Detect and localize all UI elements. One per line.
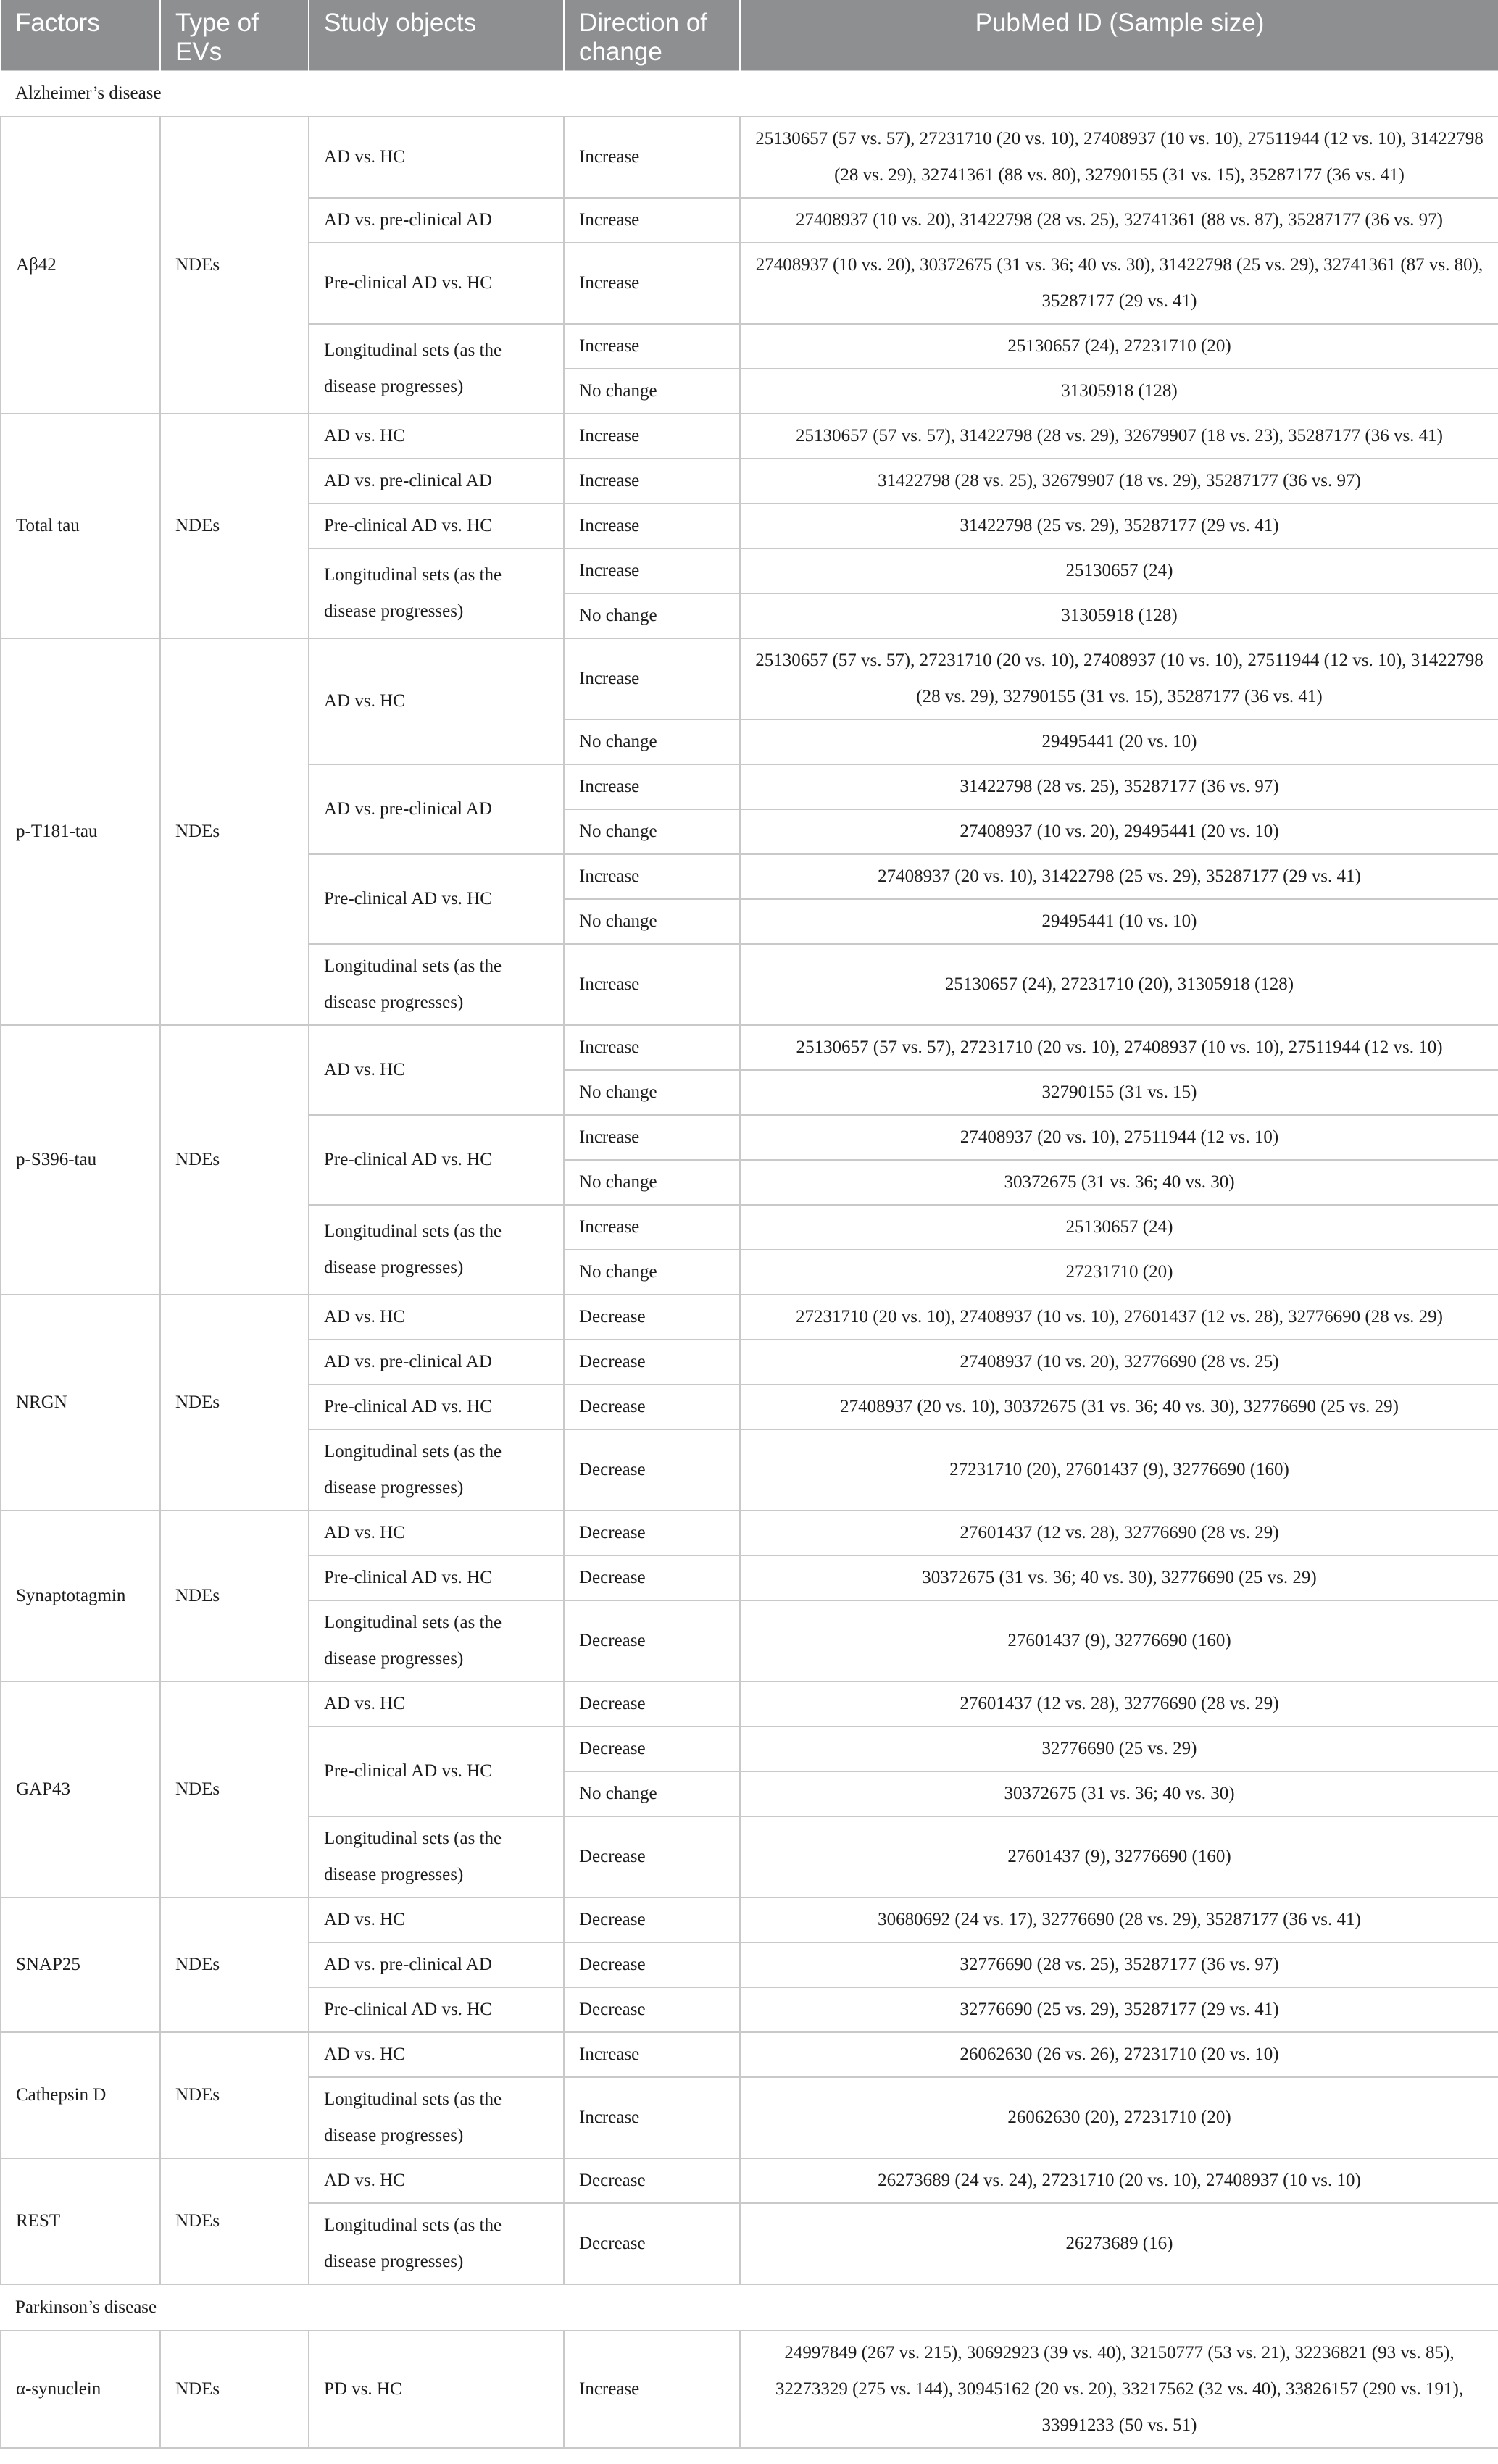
study-objects-cell: Pre-clinical AD vs. HC	[309, 1555, 564, 1600]
pubmed-cell: 25130657 (57 vs. 57), 27231710 (20 vs. 10), 27408937 (10 vs. 10), 27511944 (12 vs. 10), 31422798 (28 vs. 29), 32741361 (88 vs. 80), 32790155 (31 vs. 15), 35287177 (36 vs. 41)	[740, 117, 1498, 198]
study-objects-cell: Longitudinal sets (as the disease progresses)	[309, 1600, 564, 1682]
factor-cell: Synaptotagmin	[1, 1511, 160, 1682]
section-row	[1, 2284, 1498, 2331]
study-objects-cell: AD vs. HC	[309, 1511, 564, 1555]
direction-cell: Decrease	[564, 1682, 740, 1726]
pubmed-cell: 30680692 (24 vs. 17), 32776690 (28 vs. 29), 35287177 (36 vs. 41)	[740, 1897, 1498, 1942]
table-row	[1, 2158, 1498, 2203]
direction-cell: Increase	[564, 198, 740, 243]
header-factors: Factors	[1, 0, 160, 70]
direction-cell: Increase	[564, 638, 740, 719]
ev-type-cell: NDEs	[160, 1682, 309, 1897]
study-objects-cell: Longitudinal sets (as the disease progresses)	[309, 944, 564, 1025]
direction-cell: No change	[564, 593, 740, 638]
pubmed-cell: 32776690 (25 vs. 29)	[740, 1726, 1498, 1771]
ev-type-cell: NDEs	[160, 2158, 309, 2284]
study-objects-cell: AD vs. HC	[309, 2158, 564, 2203]
table-row	[1, 414, 1498, 459]
direction-cell: No change	[564, 899, 740, 944]
direction-cell: No change	[564, 1250, 740, 1295]
direction-cell: Increase	[564, 2331, 740, 2448]
direction-cell: Increase	[564, 2032, 740, 2077]
direction-cell: Decrease	[564, 1942, 740, 1987]
study-objects-cell: AD vs. HC	[309, 638, 564, 764]
direction-cell: Increase	[564, 117, 740, 198]
pubmed-cell: 31305918 (128)	[740, 593, 1498, 638]
pubmed-cell: 32776690 (28 vs. 25), 35287177 (36 vs. 97)	[740, 1942, 1498, 1987]
factor-cell: Cathepsin D	[1, 2032, 160, 2158]
direction-cell: Increase	[564, 243, 740, 324]
study-objects-cell: Pre-clinical AD vs. HC	[309, 504, 564, 548]
pubmed-cell: 31422798 (25 vs. 29), 35287177 (29 vs. 41)	[740, 504, 1498, 548]
study-objects-cell: AD vs. pre-clinical AD	[309, 1942, 564, 1987]
study-objects-cell: AD vs. HC	[309, 1025, 564, 1115]
pubmed-cell: 25130657 (57 vs. 57), 27231710 (20 vs. 10), 27408937 (10 vs. 10), 27511944 (12 vs. 10)	[740, 1025, 1498, 1070]
section-row	[1, 70, 1498, 117]
table-row	[1, 1682, 1498, 1726]
direction-cell: Increase	[564, 2077, 740, 2158]
direction-cell: Decrease	[564, 1295, 740, 1340]
table-row	[1, 2331, 1498, 2448]
header-row	[1, 0, 1498, 70]
table-row	[1, 1295, 1498, 1340]
direction-cell: Increase	[564, 1025, 740, 1070]
study-objects-cell: Longitudinal sets (as the disease progresses)	[309, 2203, 564, 2284]
ev-type-cell: NDEs	[160, 2331, 309, 2448]
pubmed-cell: 31422798 (28 vs. 25), 32679907 (18 vs. 29), 35287177 (36 vs. 97)	[740, 459, 1498, 504]
pubmed-cell: 30372675 (31 vs. 36; 40 vs. 30)	[740, 1160, 1498, 1205]
direction-cell: No change	[564, 719, 740, 764]
factor-cell: Aβ42	[1, 117, 160, 414]
pubmed-cell: 29495441 (10 vs. 10)	[740, 899, 1498, 944]
pubmed-cell: 30372675 (31 vs. 36; 40 vs. 30)	[740, 1771, 1498, 1816]
ev-type-cell: NDEs	[160, 117, 309, 414]
factor-cell: REST	[1, 2158, 160, 2284]
direction-cell: Increase	[564, 764, 740, 809]
pubmed-cell: 27408937 (20 vs. 10), 30372675 (31 vs. 36; 40 vs. 30), 32776690 (25 vs. 29)	[740, 1385, 1498, 1429]
direction-cell: Increase	[564, 459, 740, 504]
direction-cell: Increase	[564, 324, 740, 369]
ev-type-cell: NDEs	[160, 1295, 309, 1511]
direction-cell: Increase	[564, 548, 740, 593]
ev-type-cell: NDEs	[160, 1025, 309, 1295]
table-row	[1, 638, 1498, 719]
ev-type-cell: NDEs	[160, 414, 309, 638]
factor-cell: α-synuclein	[1, 2331, 160, 2448]
header-type-of-evs: Type of EVs	[160, 0, 309, 70]
pubmed-cell: 27408937 (20 vs. 10), 31422798 (25 vs. 29), 35287177 (29 vs. 41)	[740, 854, 1498, 899]
pubmed-cell: 27408937 (10 vs. 20), 31422798 (28 vs. 25), 32741361 (88 vs. 87), 35287177 (36 vs. 97)	[740, 198, 1498, 243]
pubmed-cell: 27408937 (10 vs. 20), 30372675 (31 vs. 36; 40 vs. 30), 31422798 (25 vs. 29), 32741361 (87 vs. 80), 35287177 (29 vs. 41)	[740, 243, 1498, 324]
study-objects-cell: AD vs. HC	[309, 2032, 564, 2077]
direction-cell: Decrease	[564, 1816, 740, 1897]
table-row	[1, 117, 1498, 198]
direction-cell: Increase	[564, 1115, 740, 1160]
pubmed-cell: 31422798 (28 vs. 25), 35287177 (36 vs. 97)	[740, 764, 1498, 809]
factor-cell: GAP43	[1, 1682, 160, 1897]
ev-type-cell: NDEs	[160, 2032, 309, 2158]
factor-cell: NRGN	[1, 1295, 160, 1511]
study-objects-cell: Pre-clinical AD vs. HC	[309, 1115, 564, 1205]
table-row	[1, 1025, 1498, 1070]
direction-cell: Increase	[564, 1205, 740, 1250]
study-objects-cell: Pre-clinical AD vs. HC	[309, 1385, 564, 1429]
factor-cell: Total tau	[1, 414, 160, 638]
study-objects-cell: AD vs. HC	[309, 1295, 564, 1340]
table-row	[1, 2032, 1498, 2077]
ev-type-cell: NDEs	[160, 1897, 309, 2032]
pubmed-cell: 25130657 (24), 27231710 (20)	[740, 324, 1498, 369]
study-objects-cell: AD vs. pre-clinical AD	[309, 198, 564, 243]
direction-cell: Increase	[564, 504, 740, 548]
section-label: Alzheimer’s disease	[1, 70, 1498, 117]
direction-cell: Decrease	[564, 2158, 740, 2203]
study-objects-cell: Longitudinal sets (as the disease progresses)	[309, 1205, 564, 1295]
pubmed-cell: 27408937 (20 vs. 10), 27511944 (12 vs. 10)	[740, 1115, 1498, 1160]
factor-cell: p-T181-tau	[1, 638, 160, 1025]
pubmed-cell: 27601437 (9), 32776690 (160)	[740, 1816, 1498, 1897]
direction-cell: Decrease	[564, 1726, 740, 1771]
pubmed-cell: 27231710 (20 vs. 10), 27408937 (10 vs. 10), 27601437 (12 vs. 28), 32776690 (28 vs. 29)	[740, 1295, 1498, 1340]
study-objects-cell: Longitudinal sets (as the disease progresses)	[309, 324, 564, 414]
pubmed-cell: 27408937 (10 vs. 20), 32776690 (28 vs. 25)	[740, 1340, 1498, 1385]
header-pubmed-id: PubMed ID (Sample size)	[740, 0, 1498, 70]
pubmed-cell: 31305918 (128)	[740, 369, 1498, 414]
direction-cell: Decrease	[564, 1340, 740, 1385]
direction-cell: Decrease	[564, 2203, 740, 2284]
pubmed-cell: 32776690 (25 vs. 29), 35287177 (29 vs. 41)	[740, 1987, 1498, 2032]
study-objects-cell: AD vs. pre-clinical AD	[309, 764, 564, 854]
pubmed-cell: 27601437 (12 vs. 28), 32776690 (28 vs. 29)	[740, 1682, 1498, 1726]
study-objects-cell: AD vs. HC	[309, 1897, 564, 1942]
pubmed-cell: 30372675 (31 vs. 36; 40 vs. 30), 32776690 (25 vs. 29)	[740, 1555, 1498, 1600]
direction-cell: No change	[564, 809, 740, 854]
direction-cell: No change	[564, 369, 740, 414]
ev-type-cell: NDEs	[160, 638, 309, 1025]
study-objects-cell: Pre-clinical AD vs. HC	[309, 1726, 564, 1816]
table-body	[1, 70, 1498, 2448]
pubmed-cell: 26062630 (26 vs. 26), 27231710 (20 vs. 10)	[740, 2032, 1498, 2077]
direction-cell: Decrease	[564, 1600, 740, 1682]
study-objects-cell: Longitudinal sets (as the disease progresses)	[309, 1816, 564, 1897]
pubmed-cell: 27601437 (9), 32776690 (160)	[740, 1600, 1498, 1682]
direction-cell: Increase	[564, 944, 740, 1025]
direction-cell: Decrease	[564, 1511, 740, 1555]
study-objects-cell: AD vs. pre-clinical AD	[309, 459, 564, 504]
direction-cell: Decrease	[564, 1555, 740, 1600]
pubmed-cell: 24997849 (267 vs. 215), 30692923 (39 vs. 40), 32150777 (53 vs. 21), 32236821 (93 vs. 85), 32273329 (275 vs. 144), 30945162 (20 vs. 20), 33217562 (32 vs. 40), 33826157 (290 vs. 191), 33991233 (50 vs. 51)	[740, 2331, 1498, 2448]
header-direction-of-change: Direction of change	[564, 0, 740, 70]
pubmed-cell: 25130657 (57 vs. 57), 31422798 (28 vs. 29), 32679907 (18 vs. 23), 35287177 (36 vs. 41)	[740, 414, 1498, 459]
pubmed-cell: 27231710 (20)	[740, 1250, 1498, 1295]
direction-cell: Decrease	[564, 1385, 740, 1429]
study-objects-cell: Longitudinal sets (as the disease progresses)	[309, 2077, 564, 2158]
study-objects-cell: AD vs. HC	[309, 1682, 564, 1726]
section-label: Parkinson’s disease	[1, 2284, 1498, 2331]
study-objects-cell: AD vs. pre-clinical AD	[309, 1340, 564, 1385]
pubmed-cell: 26273689 (24 vs. 24), 27231710 (20 vs. 10), 27408937 (10 vs. 10)	[740, 2158, 1498, 2203]
table-row	[1, 1897, 1498, 1942]
study-objects-cell: PD vs. HC	[309, 2331, 564, 2448]
pubmed-cell: 27231710 (20), 27601437 (9), 32776690 (160)	[740, 1429, 1498, 1511]
pubmed-cell: 27601437 (12 vs. 28), 32776690 (28 vs. 29)	[740, 1511, 1498, 1555]
pubmed-cell: 25130657 (24)	[740, 548, 1498, 593]
direction-cell: No change	[564, 1160, 740, 1205]
pubmed-cell: 27408937 (10 vs. 20), 29495441 (20 vs. 10)	[740, 809, 1498, 854]
pubmed-cell: 26062630 (20), 27231710 (20)	[740, 2077, 1498, 2158]
pubmed-cell: 25130657 (24)	[740, 1205, 1498, 1250]
direction-cell: Decrease	[564, 1987, 740, 2032]
direction-cell: Increase	[564, 854, 740, 899]
table-row	[1, 1511, 1498, 1555]
study-objects-cell: Pre-clinical AD vs. HC	[309, 243, 564, 324]
direction-cell: No change	[564, 1070, 740, 1115]
study-objects-cell: AD vs. HC	[309, 414, 564, 459]
pubmed-cell: 29495441 (20 vs. 10)	[740, 719, 1498, 764]
study-objects-cell: AD vs. HC	[309, 117, 564, 198]
direction-cell: Decrease	[564, 1429, 740, 1511]
header-study-objects: Study objects	[309, 0, 564, 70]
direction-cell: Decrease	[564, 1897, 740, 1942]
pubmed-cell: 25130657 (57 vs. 57), 27231710 (20 vs. 10), 27408937 (10 vs. 10), 27511944 (12 vs. 10), 31422798 (28 vs. 29), 32790155 (31 vs. 15), 35287177 (36 vs. 41)	[740, 638, 1498, 719]
pubmed-cell: 25130657 (24), 27231710 (20), 31305918 (128)	[740, 944, 1498, 1025]
direction-cell: Increase	[564, 414, 740, 459]
pubmed-cell: 32790155 (31 vs. 15)	[740, 1070, 1498, 1115]
ev-type-cell: NDEs	[160, 1511, 309, 1682]
study-objects-cell: Longitudinal sets (as the disease progresses)	[309, 548, 564, 638]
study-objects-cell: Pre-clinical AD vs. HC	[309, 1987, 564, 2032]
study-objects-cell: Longitudinal sets (as the disease progresses)	[309, 1429, 564, 1511]
factor-cell: SNAP25	[1, 1897, 160, 2032]
study-objects-cell: Pre-clinical AD vs. HC	[309, 854, 564, 944]
pubmed-cell: 26273689 (16)	[740, 2203, 1498, 2284]
direction-cell: No change	[564, 1771, 740, 1816]
factor-cell: p-S396-tau	[1, 1025, 160, 1295]
